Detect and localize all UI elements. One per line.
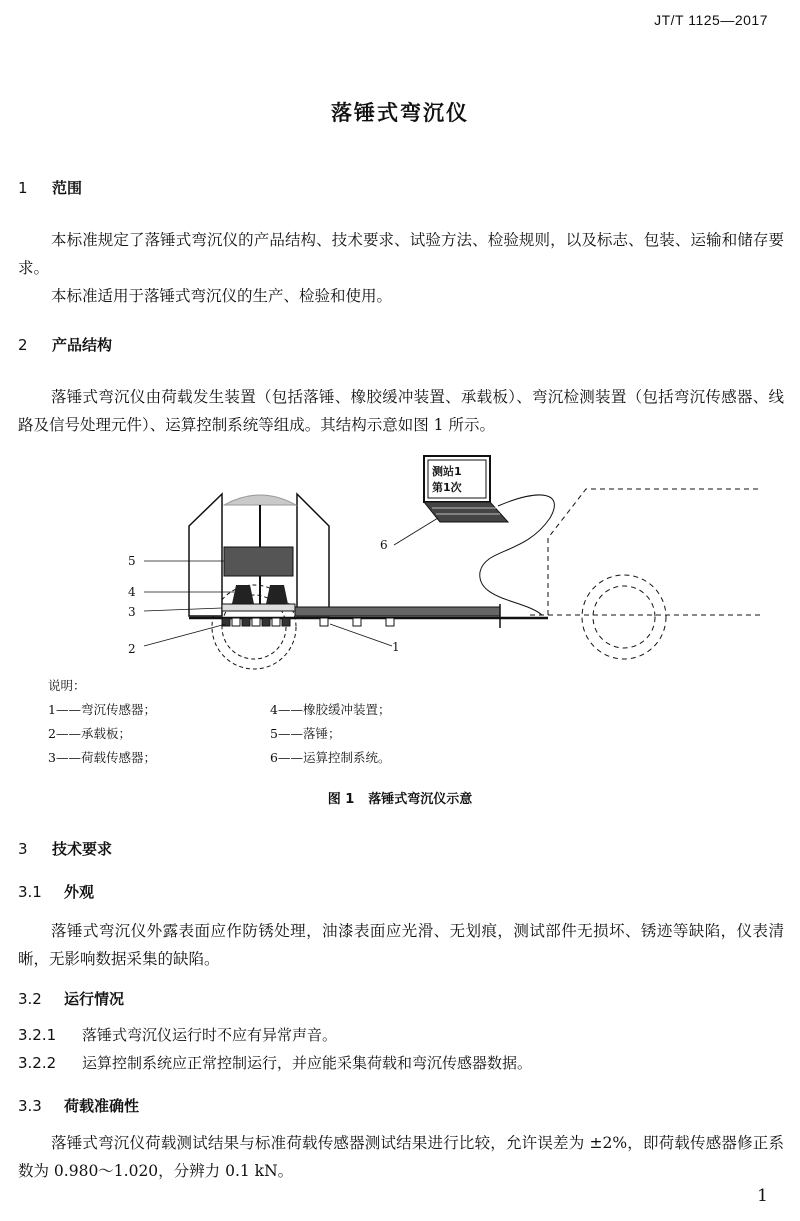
laptop-icon: [424, 456, 508, 522]
clause-3-2-2: [18, 1052, 532, 1073]
section-number: 1: [18, 179, 28, 197]
section-number: 2: [18, 336, 28, 354]
clause-text: 落锤式弯沉仪运行时不应有异常声音。: [82, 1026, 338, 1044]
section-number: 3.2: [18, 990, 42, 1008]
callout-5: 5: [128, 554, 136, 568]
sensor-beam: [295, 607, 500, 616]
callout-1: 1: [392, 640, 400, 654]
drop-weight: [224, 547, 293, 576]
rubber-buffer: [232, 585, 254, 604]
section-title: 荷载准确性: [64, 1097, 140, 1115]
section-3-1-heading: [18, 881, 94, 902]
screen-text-2: 第1次: [432, 481, 462, 494]
legend-item: 6——运算控制系统。: [270, 750, 391, 765]
page-number: 1: [757, 1186, 768, 1206]
section-number: 3.3: [18, 1097, 42, 1115]
legend-item: 1——弯沉传感器；: [48, 702, 156, 717]
standard-number: JT/T 1125—2017: [654, 12, 768, 28]
section-title: 技术要求: [52, 840, 113, 858]
section-3-heading: [18, 838, 112, 859]
section-title: 产品结构: [52, 336, 113, 354]
callout-3: 3: [128, 605, 136, 619]
section-3-1-paragraph: 落锤式弯沉仪外露表面应作防锈处理，油漆表面应光滑、无划痕，测试部件无损坏、锈迹等缺陷，仪表清晰，无影响数据采集的缺陷。: [18, 922, 784, 968]
section-3-2-heading: [18, 988, 124, 1009]
vehicle-outline: [530, 489, 760, 659]
figure-caption-text: 落锤式弯沉仪示意: [368, 792, 473, 807]
section-number: 3.1: [18, 883, 42, 901]
figure-caption: [0, 788, 800, 807]
section-title: 运行情况: [64, 990, 125, 1008]
legend-item: 2——承载板；: [48, 726, 131, 741]
legend-item: 3——荷载传感器；: [48, 750, 156, 765]
section-3-3-heading: [18, 1095, 139, 1116]
section-3-3-paragraph: 落锤式弯沉仪荷载测试结果与标准荷载传感器测试结果进行比较，允许误差为 ±2%，即荷载传感器修正系数为 0.980～1.020，分辨力 0.1 kN。: [18, 1134, 784, 1180]
clause-3-2-1: [18, 1024, 337, 1045]
load-plate: [222, 618, 290, 626]
clause-number: 3.2.1: [18, 1026, 57, 1044]
legend-item: 5——落锤；: [270, 726, 341, 741]
screen-text-1: 测站1: [432, 465, 462, 478]
page-title: 落锤式弯沉仪: [331, 101, 469, 125]
figure-caption-number: 图 1: [327, 792, 355, 807]
legend-item: 4——橡胶缓冲装置；: [270, 702, 391, 717]
section-title: 范围: [52, 179, 83, 197]
section-title: 外观: [64, 883, 95, 901]
callout-6: 6: [380, 538, 388, 552]
callout-4: 4: [128, 585, 136, 599]
section-1-paragraph-1: 本标准规定了落锤式弯沉仪的产品结构、技术要求、试验方法、检验规则，以及标志、包装、运输和储存要求。: [18, 231, 784, 277]
load-sensor: [222, 604, 295, 611]
section-1-paragraph-2: 本标准适用于落锤式弯沉仪的生产、检验和使用。: [51, 287, 393, 305]
section-number: 3: [18, 840, 28, 858]
callout-2: 2: [128, 642, 136, 656]
clause-text: 运算控制系统应正常控制运行，并应能采集荷载和弯沉传感器数据。: [82, 1054, 533, 1072]
section-2-paragraph-1: 落锤式弯沉仪由荷载发生装置（包括落锤、橡胶缓冲装置、承载板）、弯沉检测装置（包括弯沉传感器、线路及信号处理元件）、运算控制系统等组成。其结构示意如图 1 所示。: [18, 388, 784, 434]
clause-number: 3.2.2: [18, 1054, 57, 1072]
legend-title: 说明：: [48, 678, 86, 693]
